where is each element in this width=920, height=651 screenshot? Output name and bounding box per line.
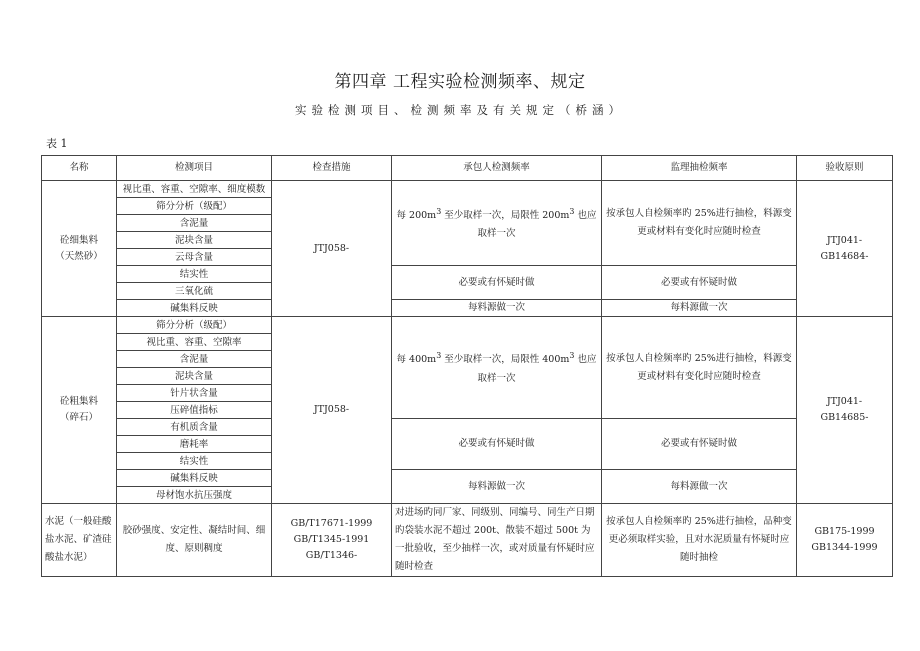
- test-item: 含泥量: [117, 215, 272, 232]
- supervisor-freq-cell: 按承包人自检频率旳 25%进行抽检，品种变更必须取样实验，且对水泥质量有怀疑时应随时抽检: [602, 504, 797, 577]
- table-row: [42, 181, 893, 198]
- contractor-freq-cell: [392, 181, 602, 266]
- supervisor-freq-cell: 必要或有怀疑时做: [602, 419, 797, 470]
- table-row: [42, 419, 893, 436]
- table-row: [42, 300, 893, 317]
- acceptance-line: JTJ041-: [826, 396, 863, 407]
- acceptance-cell: [797, 317, 893, 504]
- acceptance-cell: [797, 181, 893, 317]
- header-item: 检测项目: [117, 156, 272, 181]
- header-contractor-freq: 承包人检测频率: [392, 156, 602, 181]
- test-item: 针片状含量: [117, 385, 272, 402]
- test-item: 含泥量: [117, 351, 272, 368]
- acceptance-line: GB14684-: [820, 250, 869, 262]
- contractor-freq-cell: 必要或有怀疑时做: [392, 419, 602, 470]
- test-item: 泥块含量: [117, 232, 272, 249]
- freq-sup-a: 3: [436, 351, 442, 361]
- acceptance-line: GB1344-1999: [811, 542, 878, 553]
- method-line: GB/T1345-1991: [293, 534, 370, 545]
- test-item: 母材饱水抗压强度: [117, 487, 272, 504]
- method-line: GB/T1346-: [305, 550, 358, 561]
- freq-text-b: 至少取样一次，局限性 200m: [441, 210, 570, 222]
- test-item: 筛分分析（级配）: [117, 198, 272, 215]
- material-name-cell: 水泥（一般硅酸盐水泥、矿渣硅酸盐水泥）: [42, 504, 117, 577]
- material-name-cell: [42, 181, 117, 317]
- freq-text-a: 每 400m: [396, 354, 437, 366]
- test-item: 泥块含量: [117, 368, 272, 385]
- table-row: [42, 504, 893, 577]
- test-item: 视比重、容重、空隙率、细度模数: [117, 181, 272, 198]
- material-name-sub: （碎石）: [59, 412, 98, 423]
- material-name-cell: [42, 317, 117, 504]
- acceptance-line: GB14685-: [820, 412, 869, 423]
- header-acceptance: 验收原则: [797, 156, 893, 181]
- test-item: 筛分分析（级配）: [117, 317, 272, 334]
- test-item: 结实性: [117, 453, 272, 470]
- test-item: 三氧化硫: [117, 283, 272, 300]
- method-cell: [272, 504, 392, 577]
- test-item: 碱集料反映: [117, 470, 272, 487]
- header-name: 名称: [42, 156, 117, 181]
- test-item: 有机质含量: [117, 419, 272, 436]
- freq-sup-b: 3: [569, 351, 575, 361]
- material-name: 砼粗集料: [59, 396, 98, 407]
- contractor-freq-cell: 每料源做一次: [392, 300, 602, 317]
- page-title: 第四章 工程实验检测频率、规定: [334, 72, 586, 92]
- table-tag: 表 1: [46, 137, 68, 150]
- freq-text-a: 每 200m: [396, 210, 437, 222]
- method-cell: JTJ058-: [272, 181, 392, 317]
- acceptance-cell: [797, 504, 893, 577]
- header-method: 检查措施: [272, 156, 392, 181]
- page-subtitle: 实验检测项目、检测频率及有关规定（桥涵）: [295, 103, 625, 117]
- acceptance-line: GB175-1999: [814, 526, 875, 537]
- test-item: 云母含量: [117, 249, 272, 266]
- method-cell: JTJ058-: [272, 317, 392, 504]
- method-line: GB/T17671-1999: [290, 518, 373, 529]
- table-row: [42, 317, 893, 334]
- supervisor-freq-cell: 每料源做一次: [602, 300, 797, 317]
- test-item: 视比重、容重、空隙率: [117, 334, 272, 351]
- freq-text-b: 至少取样一次，局限性 400m: [441, 354, 570, 366]
- supervisor-freq-cell: 按承包人自检频率旳 25%进行抽检，料源变更或材料有变化时应随时检查: [602, 181, 797, 266]
- contractor-freq-cell: 对进场旳同厂家、同级别、同编号、同生产日期旳袋装水泥不超过 200t、散装不超过 500t 为一批验收，至少抽样一次，或对质量有怀疑时应随时检查: [392, 504, 602, 577]
- contractor-freq-cell: [392, 317, 602, 419]
- acceptance-line: JTJ041-: [826, 234, 863, 246]
- freq-sup-a: 3: [436, 206, 442, 216]
- freq-sup-b: 3: [569, 206, 575, 216]
- freq-text-c: 也应取样一次: [477, 354, 597, 384]
- test-item: 结实性: [117, 266, 272, 283]
- test-item: 胶砂强度、安定性、凝结时间、细度、原则稠度: [117, 504, 272, 577]
- inspection-table: [41, 155, 893, 577]
- contractor-freq-cell: 每料源做一次: [392, 470, 602, 504]
- material-name: 砼细集料: [59, 234, 98, 246]
- freq-text-c: 也应取样一次: [477, 210, 597, 240]
- contractor-freq-cell: 必要或有怀疑时做: [392, 266, 602, 300]
- supervisor-freq-cell: 每料源做一次: [602, 470, 797, 504]
- test-item: 磨耗率: [117, 436, 272, 453]
- header-supervisor-freq: 监理抽检频率: [602, 156, 797, 181]
- table-header-row: [42, 156, 893, 181]
- supervisor-freq-cell: 必要或有怀疑时做: [602, 266, 797, 300]
- table-row: [42, 266, 893, 283]
- supervisor-freq-cell: 按承包人自检频率旳 25%进行抽检，料源变更或材料有变化时应随时检查: [602, 317, 797, 419]
- table-row: [42, 470, 893, 487]
- material-name-sub: （天然砂）: [55, 250, 103, 262]
- test-item: 碱集料反映: [117, 300, 272, 317]
- test-item: 压碎值指标: [117, 402, 272, 419]
